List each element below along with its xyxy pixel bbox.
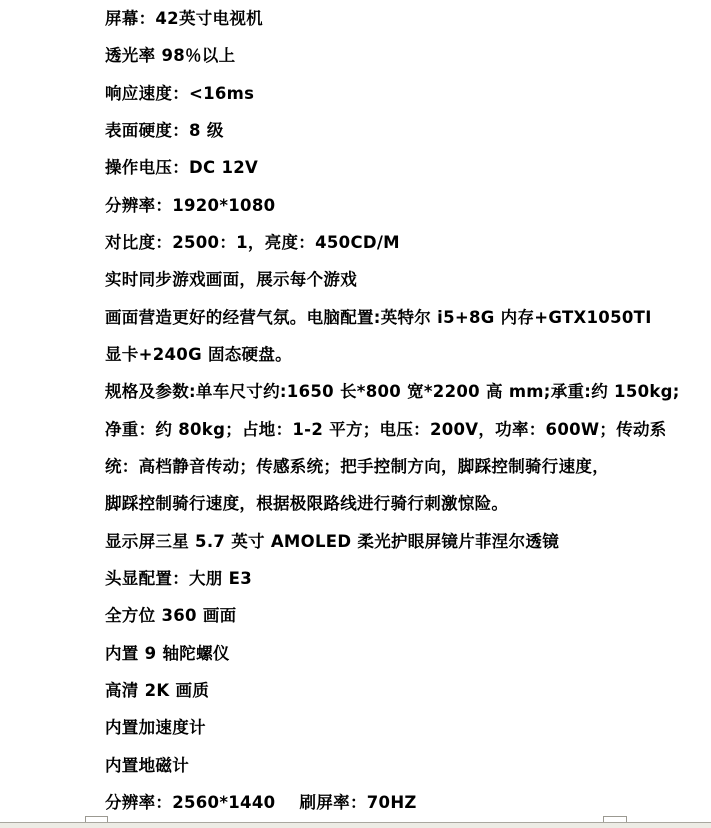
- spec-line-magnetometer: 内置地磁计: [105, 755, 189, 775]
- document-text-block: [105, 0, 711, 821]
- spec-line-transmission: 统：高档静音传动；传感系统；把手控制方向，脚踩控制骑行速度，: [105, 456, 609, 476]
- spec-line-resolution: 分辨率：1920*1080: [105, 195, 276, 215]
- spec-line-gyroscope: 内置 9 轴陀螺仪: [105, 643, 230, 663]
- spec-line-pc-config: 画面营造更好的经营气氛。电脑配置:英特尔 i5+8G 内存+GTX1050TI: [105, 307, 652, 327]
- spec-line-2k-quality: 高清 2K 画质: [105, 680, 210, 700]
- spec-line-pedal-control: 脚踩控制骑行速度，根据极限路线进行骑行刺激惊险。: [105, 494, 509, 514]
- spec-line-voltage: 操作电压：DC 12V: [105, 158, 259, 178]
- spec-line-360-view: 全方位 360 画面: [105, 606, 237, 626]
- window-background-strip: [0, 823, 711, 828]
- spec-line-hardness: 表面硬度：8 级: [105, 120, 224, 140]
- spec-line-dimensions: 规格及参数:单车尺寸约:1650 长*800 宽*2200 高 mm;承重:约 150kg;: [105, 382, 680, 402]
- spec-line-contrast: 对比度：2500：1，亮度：450CD/M: [105, 232, 400, 252]
- spec-line-sync-game: 实时同步游戏画面，展示每个游戏: [105, 270, 357, 290]
- spec-line-headset: 头显配置：大朋 E3: [105, 568, 252, 588]
- spec-line-resolution-refresh: 分辨率：2560*1440 刷屏率：70HZ: [105, 792, 417, 812]
- spec-line-response: 响应速度：<16ms: [105, 83, 255, 103]
- spec-line-gpu-ssd: 显卡+240G 固态硬盘。: [105, 344, 292, 364]
- spec-line-display-panel: 显示屏三星 5.7 英寸 AMOLED 柔光护眼屏镜片菲涅尔透镜: [105, 531, 560, 551]
- spec-line-weight-power: 净重：约 80kg；占地：1-2 平方；电压：200V，功率：600W；传动系: [105, 419, 667, 439]
- spec-line-accelerometer: 内置加速度计: [105, 718, 206, 738]
- spec-line-screen: 屏幕：42英寸电视机: [105, 9, 263, 28]
- spec-line-transmittance: 透光率 98％以上: [105, 46, 236, 66]
